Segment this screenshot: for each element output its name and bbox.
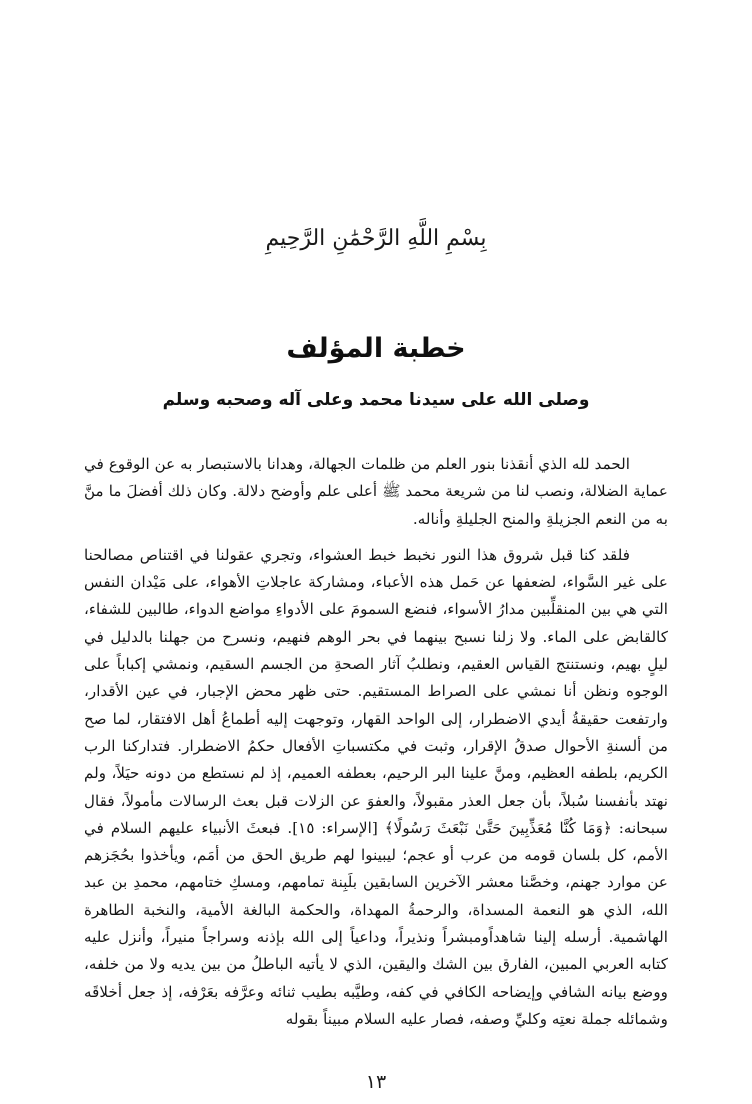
basmala-heading: بِسْمِ اللَّهِ الرَّحْمَٰنِ الرَّحِيمِ bbox=[265, 226, 487, 251]
page-number: ١٣ bbox=[365, 1071, 387, 1093]
page-subtitle: وصلى الله على سيدنا محمد وعلى آله وصحبه وسلم bbox=[162, 390, 590, 410]
page-title: خطبة المؤلف bbox=[286, 333, 466, 364]
body-text bbox=[84, 451, 668, 1033]
paragraph-2: فلقد كنا قبل شروق هذا النور نخبط خبط العشواء، وتجري عقولنا في اقتناص مصالحنا على غير السَّواء، لضعفها عن حَمل هذه الأعباء، ومشاركة عاجلاتِ الأهواء، على مَيْدان النفس التي هي بين المنقلِّبين مدارُ الأسواء، فنضع السمومَ على الأدواءِ مواضع الدواء، طالبين للشفاء، كالقابض على الماء. ولا زلنا نسبح بينهما في بحر الوهم فنهيم، ونسرح من جهلنا بالدليل في ليلٍ بهيم، ونستنتج القياس العقيم، ونطلبُ آثار الصحةِ من الجسم السقيم، ونمشي إكباباً على الوجوه ونظن أنا نمشي على الصراط المستقيم. حتى ظهر محض الإجبار، في عين الأقدار، وارتفعت حقيقةُ أيدي الاضطرار، إلى الواحد القهار، وتوجهت إليه أطماعُ أهل الافتقار، لما صح من ألسنةِ الأحوال صدقُ الإقرار، وثبت في مكتسباتِ الأفعال حكمُ الاضطرار. فتداركنا الرب الكريم، بلطفه العظيم، ومنَّ علينا البر الرحيم، بعطفه العميم، إذ لم نستطع من دونه حيَلاً، ولم نهتد بأنفسنا سُبلاً، بأن جعل العذر مقبولاً، والعفوَ عن الزلات قبل بعث الرسالات مأمولاً، فقال سبحانه: ﴿وَمَا كُنَّا مُعَذِّبِينَ حَتَّىٰ نَبْعَثَ رَسُولًا﴾ [الإسراء: ١٥]. فبعثَ الأنبياء عليهم السلام في الأمم، كل بلسان قومه من عرب أو عجم؛ ليبينوا لهم طريق الحق من أمَم، ويأخذوا بحُجَزهم عن موارد جهنم، وخصَّنا معشر الآخرين السابقين بلَبِنة تمامهم، ومسكِ ختامهم، محمدِ بن عبد الله، الذي هو النعمة المسداة، والرحمةُ المهداة، والحكمة البالغة الأمية، والنخبة الطاهرة الهاشمية. أرسله إلينا شاهداًومبشراً ونذيراً، وداعياً إلى الله بإذنه وسراجاً منيراً، وأنزل عليه كتابه العربي المبين، الفارق بين الشك واليقين، الذي لا يأتيه الباطلُ من بين يديه ولا من خلفه، ووضع بيانه الشافي وإيضاحه الكافي في كفه، وطيَّبه بطيب ثنائه وعرَّفه بعَرْفه، إذ جعل أخلاقَه وشمائله جملة نعتِه وكليِّ وصفه، فصار عليه السلام مبيناً بقوله bbox=[84, 545, 669, 1028]
paragraph-1: الحمد لله الذي أنقذنا بنور العلم من ظلمات الجهالة، وهدانا بالاستبصار به عن الوقوع في عماية الضلالة، ونصب لنا من شريعة محمد ﷺ أعلى علم وأوضح دلالة. وكان ذلك أفضلَ ما منَّ به من النعم الجزيلةِ والمنح الجليلةِ وأناله. bbox=[84, 455, 668, 528]
